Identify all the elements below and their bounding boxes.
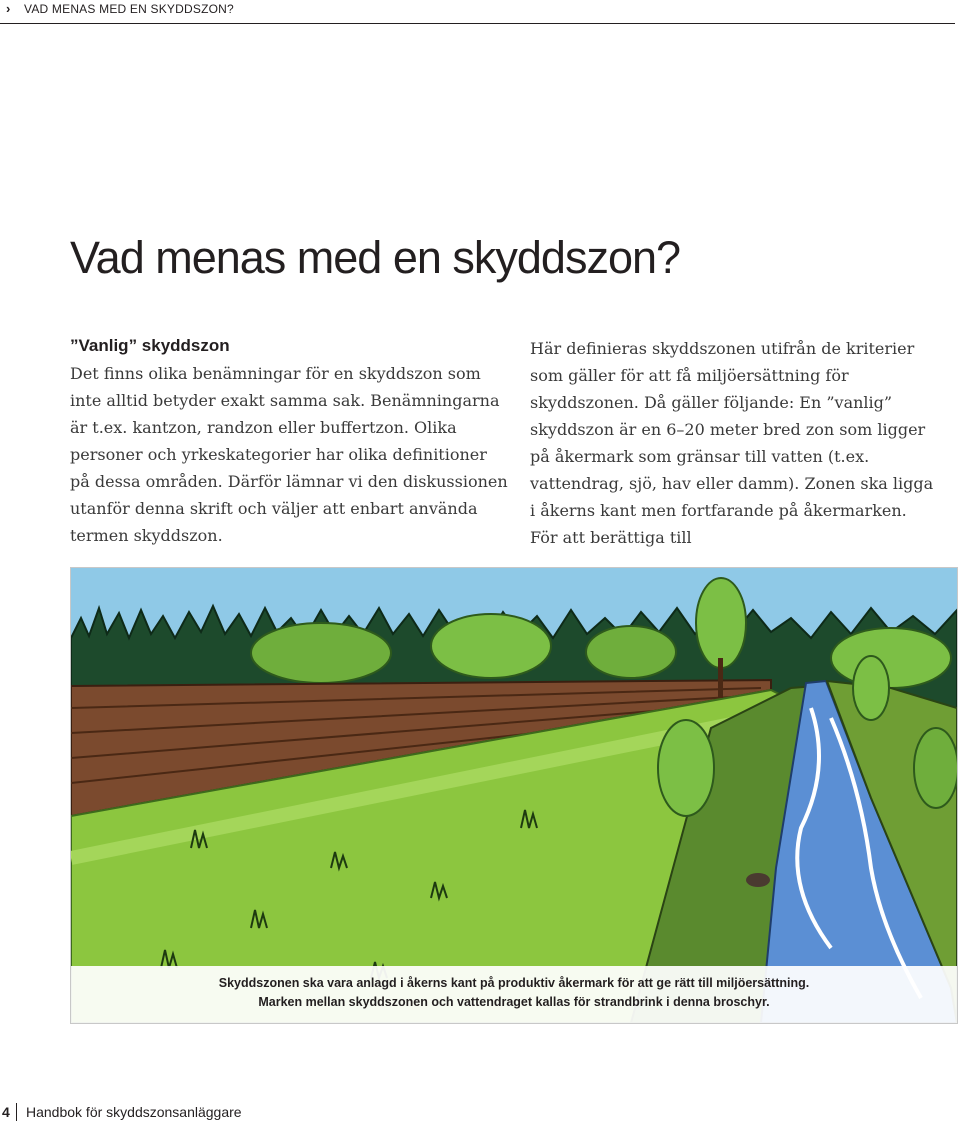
buffer-zone-illustration xyxy=(71,568,957,1023)
right-column xyxy=(530,335,935,551)
footer-divider xyxy=(16,1103,17,1121)
book-title: Handbok för skyddszonsanläggare xyxy=(26,1104,242,1120)
page-number: 4 xyxy=(2,1104,10,1120)
left-paragraph: Det finns olika benämningar för en skyddszon som inte alltid betyder exakt samma sak. Benämningarna är t.ex. kantzon, randzon eller buffertzon. Olika personer och yrkeskategorier har olika definitioner på dessa områden. Därför lämnar vi den diskussionen utanför denna skrift och väljer att enbart använda termen skyddszon. xyxy=(70,364,508,545)
section-title: VAD MENAS MED EN SKYDDSZON? xyxy=(24,2,234,16)
right-paragraph: Här definieras skyddszonen utifrån de kriterier som gäller för att få miljöersättning för skyddszonen. Då gäller följande: En ”vanlig” skyddszon är en 6–20 meter bred zon som ligger på åkermark som gränsar till vatten (t.ex. vattendrag, sjö, hav eller damm). Zonen ska ligga i åkerns kant men fortfarande på åkermarken. För att berättiga till xyxy=(530,339,934,547)
caption-line-1: Skyddszonen ska vara anlagd i åkerns kant på produktiv åkermark för att ge rätt till miljöersättning. xyxy=(218,976,810,990)
chevron-right-icon: › xyxy=(6,1,11,16)
illustration-figure xyxy=(70,567,958,1024)
section-header xyxy=(0,0,955,24)
figure-caption xyxy=(71,966,957,1023)
left-column xyxy=(70,336,510,549)
page-title: Vad menas med en skyddszon? xyxy=(70,232,681,283)
subheading: ”Vanlig” skyddszon xyxy=(70,336,230,355)
caption-line-2: Marken mellan skyddszonen och vattendraget kallas för strandbrink i denna broschyr. xyxy=(258,995,770,1009)
